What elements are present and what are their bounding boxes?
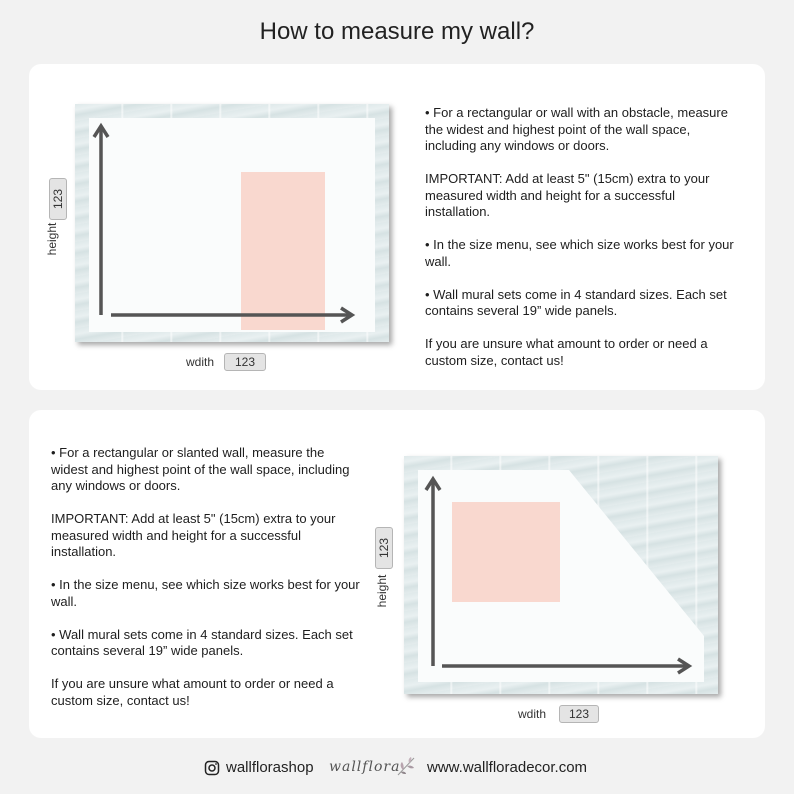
height-value-box: 123 [49,178,67,220]
axis-arrows [75,104,389,342]
measure-card-slanted [29,410,765,738]
width-label: wdith [186,355,215,369]
website-link[interactable]: www.wallfloradecor.com [427,759,588,776]
width-label: wdith [518,707,547,721]
instagram-handle[interactable]: wallflorashop [226,759,314,776]
height-label: height [375,574,389,608]
width-value-box: 123 [559,705,599,723]
footer [0,757,794,781]
wall-illustration [404,456,718,694]
leaf-sprig-icon [394,753,420,779]
page-title: How to measure my wall? [259,18,535,45]
width-value-box: 123 [224,353,266,371]
wall-illustration [75,104,389,342]
axis-arrows [404,456,718,694]
height-label: height [45,222,59,256]
height-value-box: 123 [375,527,393,569]
instructions-text: • For a rectangular or slanted wall, measure the widest and highest point of the wall space, including any windows or doors. IMPORTANT: Add at least 5" (15cm) extra to your measured width and height for a successful installation. • In the size menu, see which size works best for your wall. • Wall mural sets come in 4 standard sizes. Each set contains several 19” wide panels. If you are unsure what amount to order or need a custom size, contact us! [51,445,360,708]
instructions-text: • For a rectangular or wall with an obstacle, measure the widest and highest point of the wall space, including any windows or doors. IMPORTANT: Add at least 5" (15cm) extra to your measured width and height for a successful installation. • In the size menu, see which size works best for your wall. • Wall mural sets come in 4 standard sizes. Each set contains several 19” wide panels. If you are unsure what amount to order or need a custom size, contact us! [425,105,734,368]
brand-logo-text: wallflora [329,759,401,775]
measure-card-obstacle [29,64,765,390]
instagram-icon[interactable] [204,760,220,776]
